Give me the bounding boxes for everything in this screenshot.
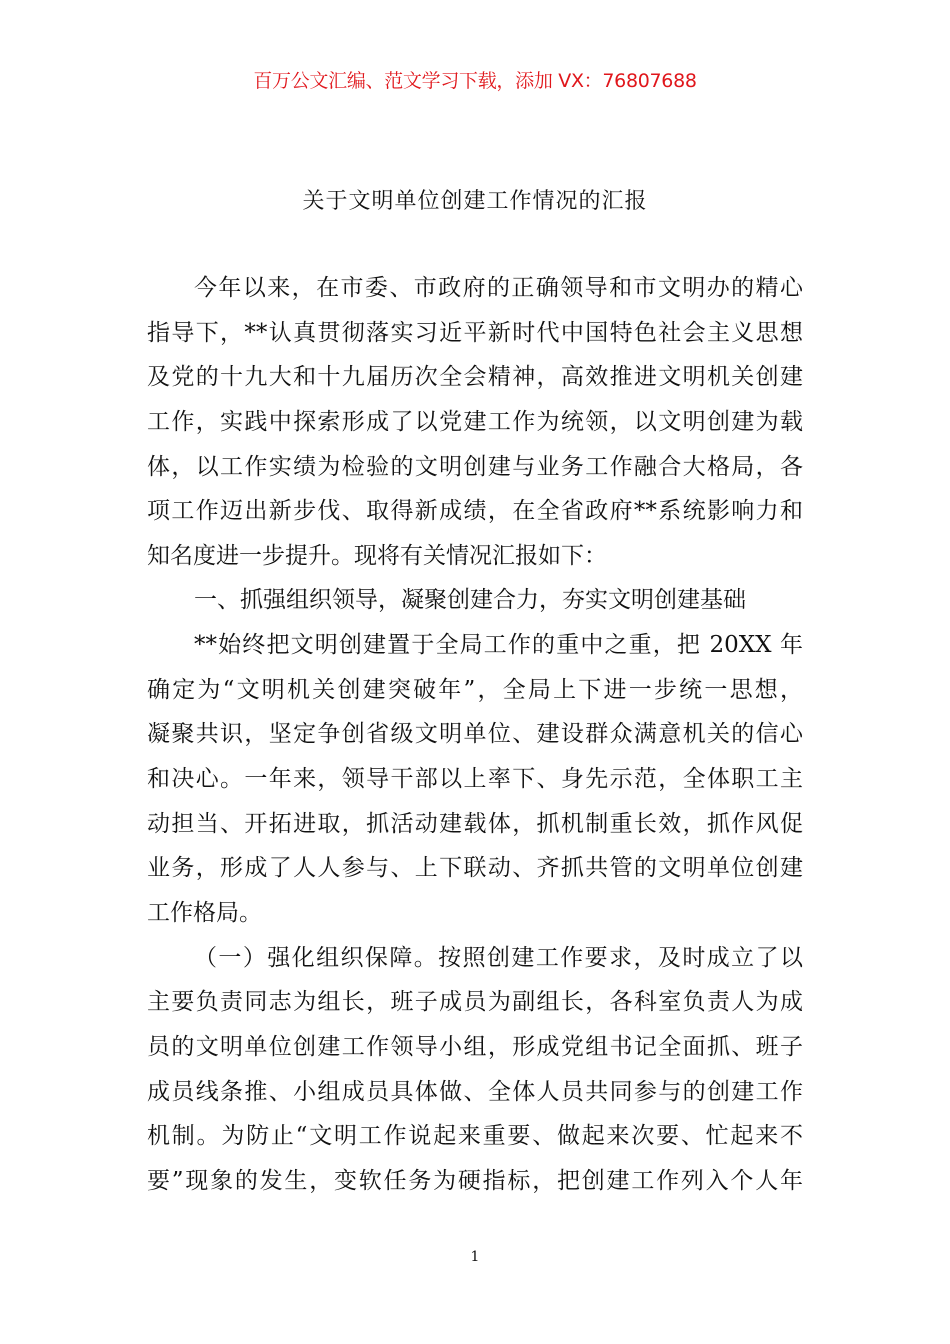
paragraph-subsection-1 [147,936,803,1204]
text-line: 今年以来，在市委、市政府的正确领导和市文明办的精心 [194,275,803,301]
paragraph-section-1 [147,623,803,935]
heading-line: 一、抓强组织领导，凝聚创建合力，夯实文明创建基础 [194,587,746,614]
text-line: 工作格局。 [147,899,262,926]
document-title: 关于文明单位创建工作情况的汇报 [302,189,648,214]
text-line: 项工作迈出新步伐、取得新成绩，在全省政府**系统影响力和 [147,498,803,525]
text-line: 体，以工作实绩为检验的文明创建与业务工作融合大格局，各 [147,453,803,480]
text-line: （一）强化组织保障。按照创建工作要求，及时成立了以 [194,944,803,971]
text-line: 成员线条推、小组成员具体做、全体人员共同参与的创建工作 [147,1078,803,1105]
text-line: 机制。为防止“文明工作说起来重要、做起来次要、忙起来不 [147,1123,803,1150]
paragraph-intro [147,266,803,578]
text-line: 主要负责同志为组长，班子成员为副组长，各科室负责人为成 [147,989,803,1016]
text-line: 要”现象的发生，变软任务为硬指标，把创建工作列入个人年 [147,1167,803,1194]
text-line: 及党的十九大和十九届历次全会精神，高效推进文明机关创建 [147,364,803,391]
document-body [147,266,803,1203]
text-line: 动担当、开拓进取，抓活动建载体，抓机制重长效，抓作风促 [147,810,803,837]
text-line: 和决心。一年来，领导干部以上率下、身先示范，全体职工主 [147,766,803,793]
text-line: **始终把文明创建置于全局工作的重中之重，把 20XX 年 [194,632,803,659]
text-line: 指导下，**认真贯彻落实习近平新时代中国特色社会主义思想 [147,319,803,346]
text-line: 凝聚共识，坚定争创省级文明单位、建设群众满意机关的信心 [147,721,803,748]
text-line: 知名度进一步提升。现将有关情况汇报如下： [147,542,607,569]
page-number: 1 [470,1249,480,1265]
text-line: 确定为“文明机关创建突破年”，全局上下进一步统一思想， [147,676,803,703]
text-line: 业务，形成了人人参与、上下联动、齐抓共管的文明单位创建 [147,855,803,882]
watermark-banner: 百万公文汇编、范文学习下载，添加 VX：76807688 [253,70,697,92]
text-line: 工作，实践中探索形成了以党建工作为统领，以文明创建为载 [147,408,803,435]
text-line: 员的文明单位创建工作领导小组，形成党组书记全面抓、班子 [147,1033,803,1060]
section-heading [147,578,803,623]
